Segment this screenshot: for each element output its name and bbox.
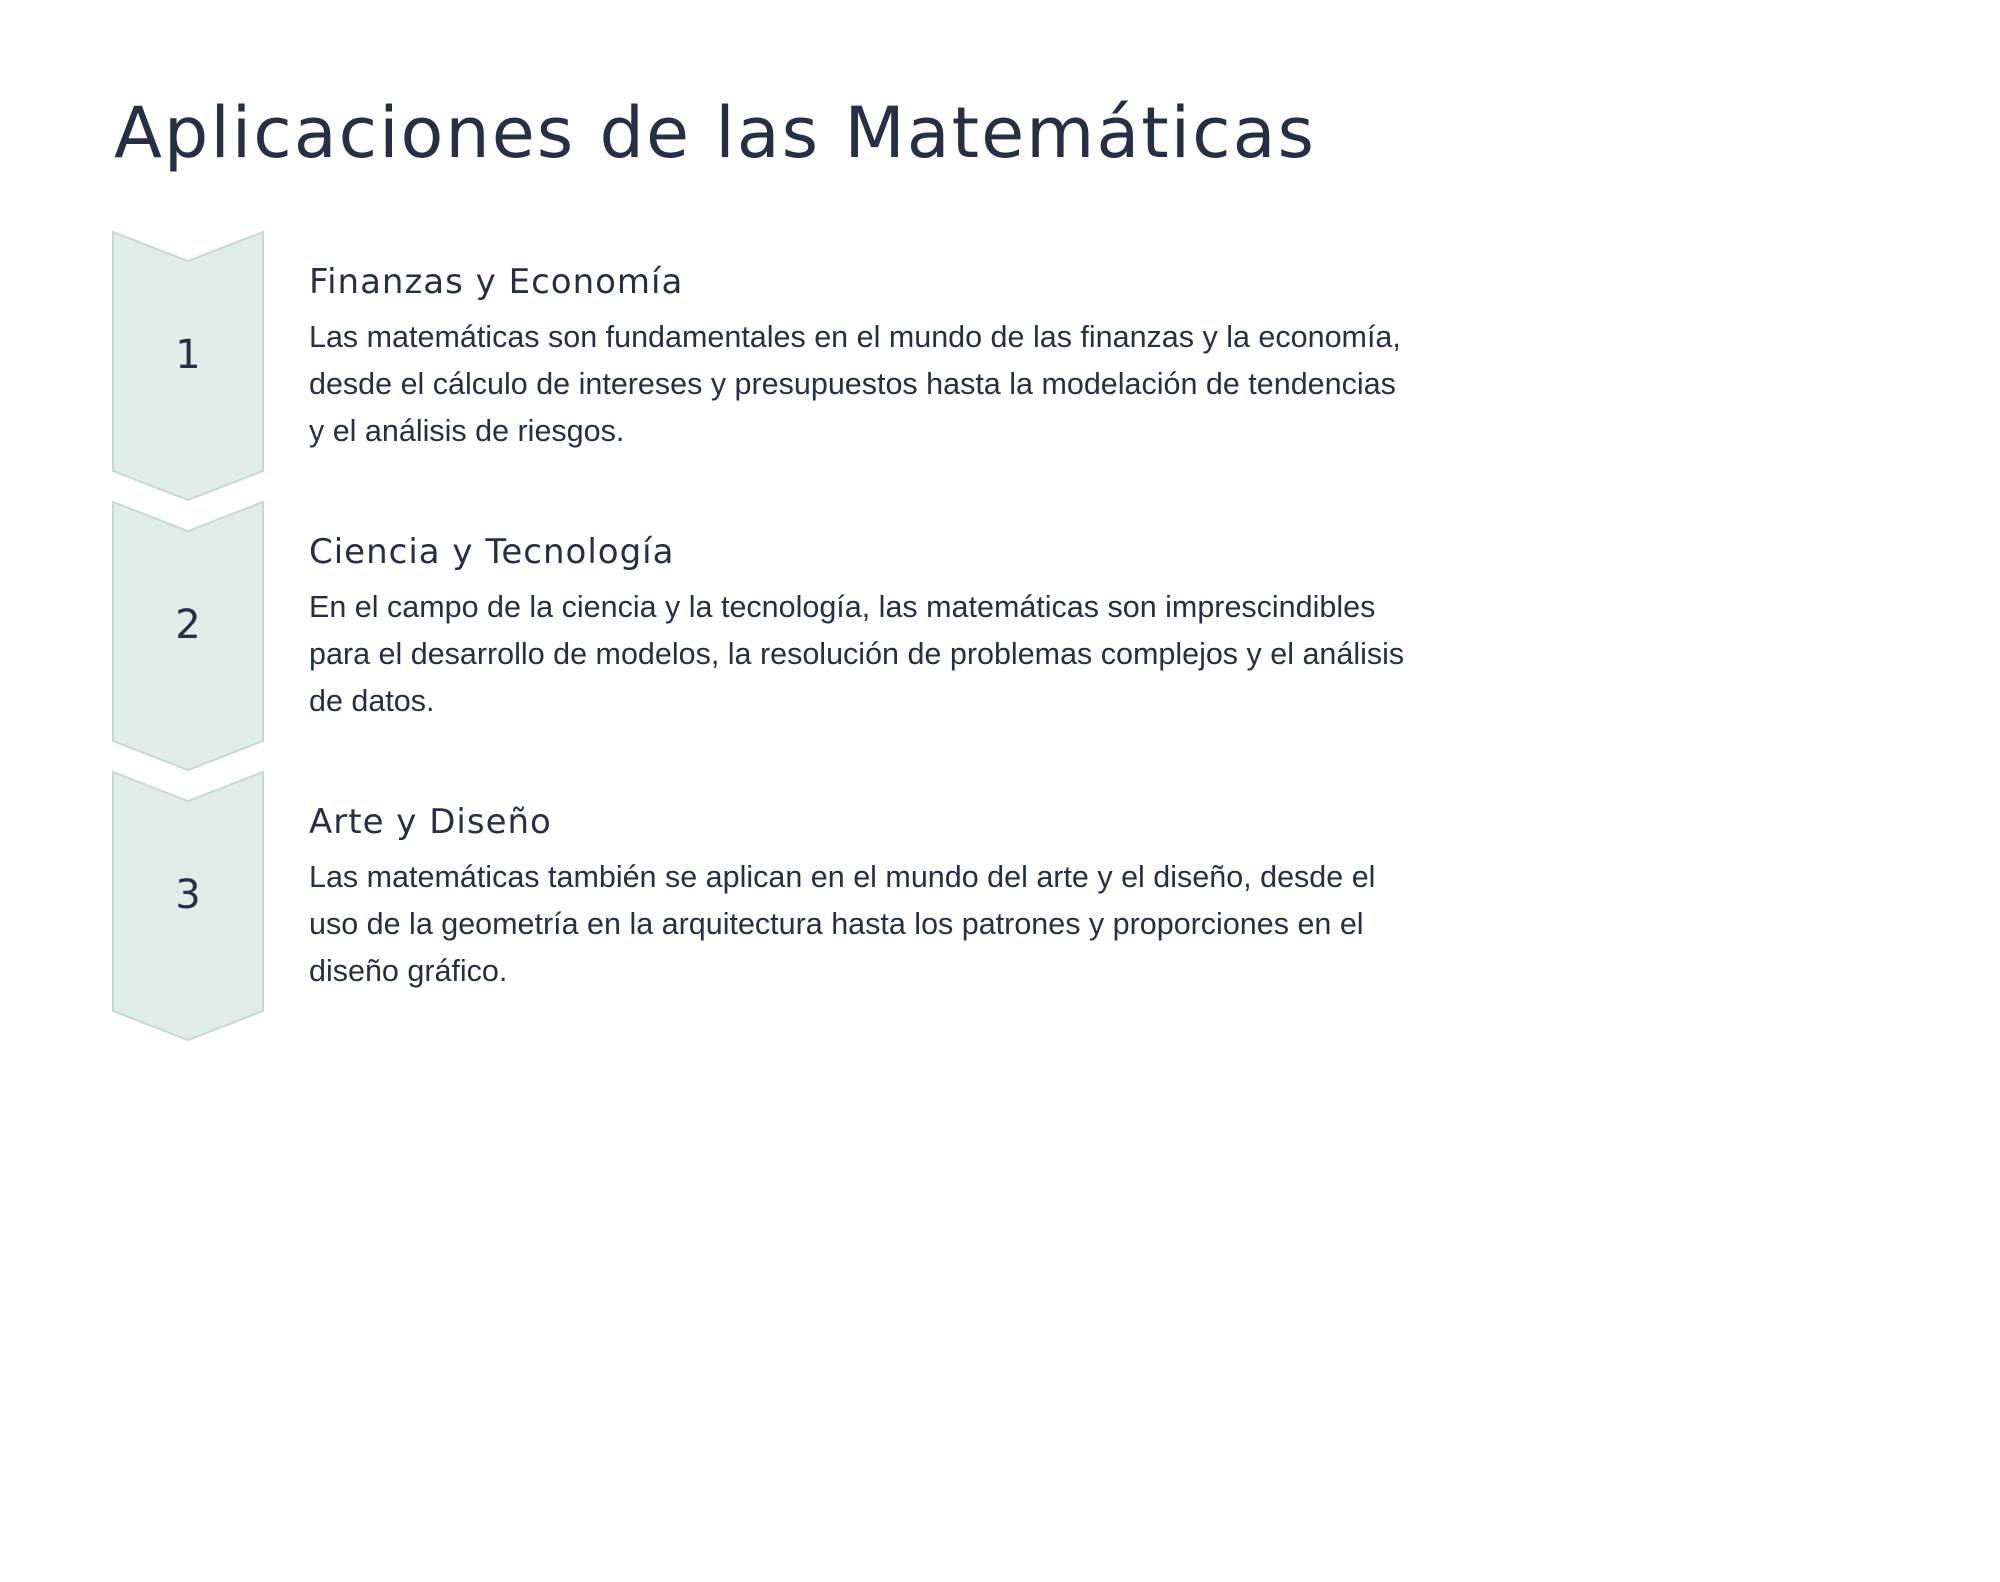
step-content (309, 260, 1419, 455)
step-content (309, 800, 1419, 995)
step-item-1 (112, 231, 1412, 501)
step-description: Las matemáticas son fundamentales en el mundo de las finanzas y la economía, desde el cálculo de intereses y presupuestos hasta la modelación de tendencias y el análisis de riesgos. (309, 320, 1401, 448)
step-number: 1 (175, 332, 201, 378)
step-description: En el campo de la ciencia y la tecnología, las matemáticas son imprescindibles para el desarrollo de modelos, la resolución de problemas complejos y el análisis de datos. (309, 590, 1405, 718)
step-content (309, 530, 1419, 725)
step-heading: Ciencia y Tecnología (309, 532, 675, 572)
step-item-2 (112, 501, 1412, 771)
step-number: 2 (175, 602, 201, 648)
page-title: Aplicaciones de las Matemáticas (114, 92, 1316, 174)
step-description: Las matemáticas también se aplican en el mundo del arte y el diseño, desde el uso de la geometría en la arquitectura hasta los patrones y proporciones en el diseño gráfico. (309, 860, 1376, 988)
step-heading: Finanzas y Economía (309, 262, 684, 302)
step-item-3 (112, 771, 1412, 1041)
steps-list (112, 231, 1412, 1041)
step-heading: Arte y Diseño (309, 802, 552, 842)
step-number: 3 (175, 872, 201, 918)
